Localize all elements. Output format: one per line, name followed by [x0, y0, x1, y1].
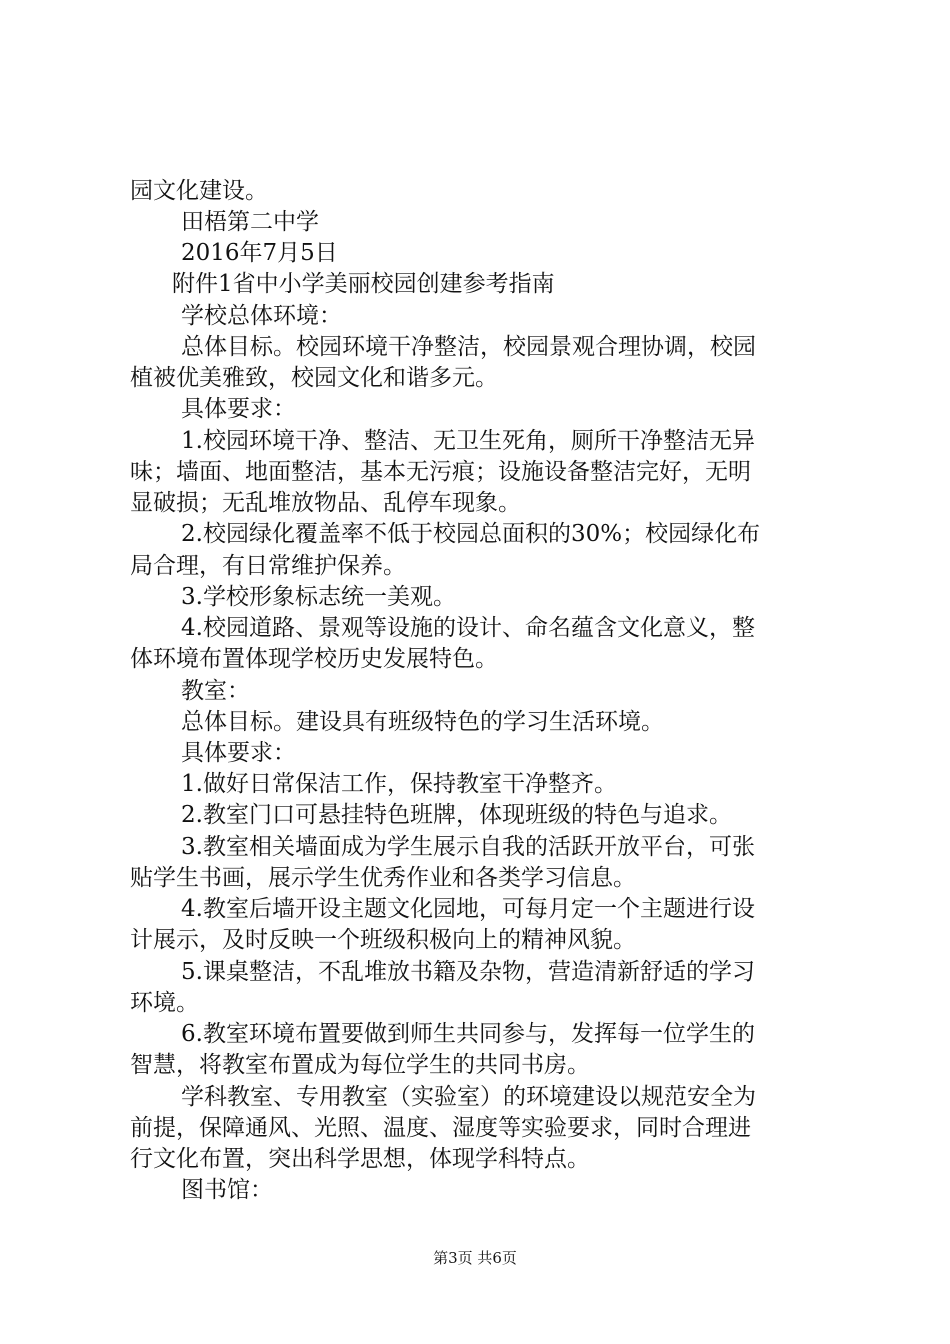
text-line: 3.学校形象标志统一美观。: [181, 584, 456, 610]
text-line: 植被优美雅致，校园文化和谐多元。: [130, 365, 498, 391]
text-line: 4.校园道路、景观等设施的设计、命名蕴含文化意义，整: [181, 615, 755, 641]
text-line: 贴学生书画，展示学生优秀作业和各类学习信息。: [130, 865, 636, 891]
date-line: 2016年7月5日: [181, 240, 338, 266]
text-line: 2.教室门口可悬挂特色班牌，体现班级的特色与追求。: [181, 802, 732, 828]
text-line: 味；墙面、地面整洁，基本无污痕；设施设备整洁完好，无明: [130, 459, 751, 485]
section-heading: 学校总体环境：: [181, 303, 342, 329]
text-line: 总体目标。校园环境干净整洁，校园景观合理协调，校园: [181, 334, 756, 360]
school-name: 田梧第二中学: [181, 209, 319, 235]
text-line: 1.做好日常保洁工作，保持教室干净整齐。: [181, 771, 617, 797]
section-heading: 具体要求：: [181, 396, 296, 422]
text-line: 行文化布置，突出科学思想，体现学科特点。: [130, 1146, 590, 1172]
text-line: 环境。: [130, 990, 199, 1016]
text-line: 局合理，有日常维护保养。: [130, 553, 406, 579]
text-line: 总体目标。建设具有班级特色的学习生活环境。: [181, 709, 664, 735]
text-line: 2.校园绿化覆盖率不低于校园总面积的30%；校园绿化布: [181, 521, 761, 547]
text-line: 学科教室、专用教室（实验室）的环境建设以规范安全为: [181, 1084, 756, 1110]
text-line: 1.校园环境干净、整洁、无卫生死角，厕所干净整洁无异: [181, 428, 755, 454]
section-heading: 图书馆：: [181, 1177, 273, 1203]
text-line: 显破损；无乱堆放物品、乱停车现象。: [130, 490, 521, 516]
text-line: 4.教室后墙开设主题文化园地，可每月定一个主题进行设: [181, 896, 755, 922]
text-line: 3.教室相关墙面成为学生展示自我的活跃开放平台，可张: [181, 834, 755, 860]
attachment-title: 附件1省中小学美丽校园创建参考指南: [172, 271, 555, 297]
page-number-footer: 第3页 共6页: [433, 1249, 517, 1267]
text-line: 计展示，及时反映一个班级积极向上的精神风貌。: [130, 927, 636, 953]
text-line: 5.课桌整洁，不乱堆放书籍及杂物，营造清新舒适的学习: [181, 959, 755, 985]
text-line: 体环境布置体现学校历史发展特色。: [130, 646, 498, 672]
section-heading: 具体要求：: [181, 740, 296, 766]
section-heading: 教室：: [181, 678, 250, 704]
text-line: 前提，保障通风、光照、温度、湿度等实验要求，同时合理进: [130, 1115, 751, 1141]
text-line: 6.教室环境布置要做到师生共同参与，发挥每一位学生的: [181, 1021, 755, 1047]
text-line: 智慧，将教室布置成为每位学生的共同书房。: [130, 1052, 590, 1078]
text-line: 园文化建设。: [130, 178, 268, 204]
